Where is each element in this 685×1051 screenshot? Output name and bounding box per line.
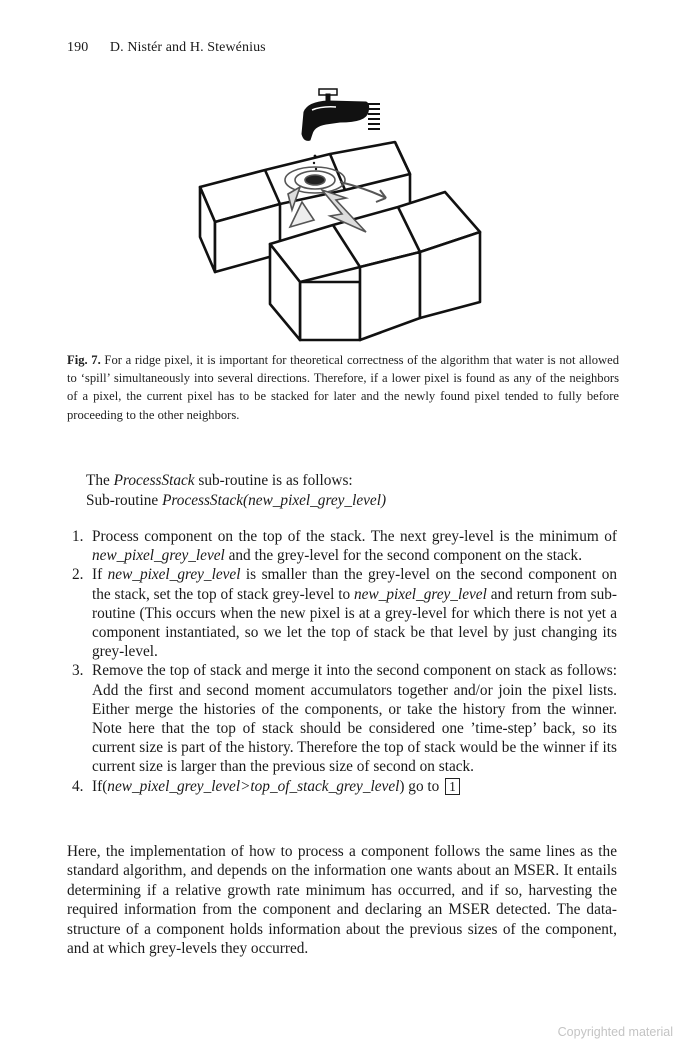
step-reference-link[interactable]: 1	[445, 778, 460, 795]
processstack-signature: ProcessStack(new_pixel_grey_level)	[162, 492, 387, 509]
copyright-watermark: Copyrighted material	[557, 1025, 673, 1039]
subroutine-steps	[67, 527, 617, 796]
ridge-pixel-figure	[190, 82, 490, 344]
authors: D. Nistér and H. Stewénius	[109, 40, 266, 55]
step-item: 2. If new_pixel_grey_level is smaller than the grey-level on the second component on the stack, set the top of stack grey-level to new_pixel_grey_level and return from sub-routine (This occurs when the new pixel is at a grey-level for which there is not yet a component instantiated, so we let the top of stack be that level by just changing its grey-level.	[72, 566, 617, 661]
subroutine-intro	[86, 471, 386, 511]
step-item: 1. Process component on the top of the stack. The next grey-level is the minimum of new_pixel_grey_level and the grey-level for the second component on the stack.	[72, 528, 617, 565]
body-paragraph: Here, the implementation of how to process a component follows the same lines as the standard algorithm, and depends on the information one wants about an MSER. It entails determining if a relative growth rate minimum has occurred, and if so, harvesting the required information from the component and declaring an MSER detected. The data-structure of a component holds information about the previous sizes of the component, and at which grey-levels they occurred.	[67, 843, 617, 958]
step-number: 2.	[72, 566, 84, 584]
step-number: 4.	[72, 777, 84, 795]
step-item: 4. If(new_pixel_grey_level>top_of_stack_grey_level) go to 1	[67, 777, 617, 796]
intro-line-2: Sub-routine ProcessStack(new_pixel_grey_level)	[86, 492, 387, 509]
figure-label: Fig. 7.	[67, 353, 101, 367]
figure-caption	[67, 351, 619, 424]
faucet-icon	[302, 89, 380, 140]
running-header	[67, 40, 266, 56]
step-number: 1.	[72, 528, 84, 545]
intro-line-1: The ProcessStack sub-routine is as follows:	[86, 472, 353, 489]
figure-caption-text: For a ridge pixel, it is important for theoretical correctness of the algorithm that water is not allowed to ‘spill’ simultaneously into several directions. Therefore, if a lower pixel is found as any of the neighbors of a pixel, the current pixel has to be stacked for later and the newly found pixel tended to fully before proceeding to the other neighbors.	[67, 353, 619, 422]
processstack-name: ProcessStack	[113, 472, 195, 489]
step-number: 3.	[72, 662, 84, 680]
step-item: 3. Remove the top of stack and merge it into the second component on stack as follows: Add the first and second moment accumulators together and/or join the pixel lists. Either merge the histories of the components, or take the history from the winner. Note here that the top of stack should be considered one ’time-step’ back, so its current size is part of the history. Therefore the top of stack would be the winner if its current size is larger than the previous size of second on stack.	[72, 662, 617, 776]
page-number: 190	[67, 40, 89, 55]
